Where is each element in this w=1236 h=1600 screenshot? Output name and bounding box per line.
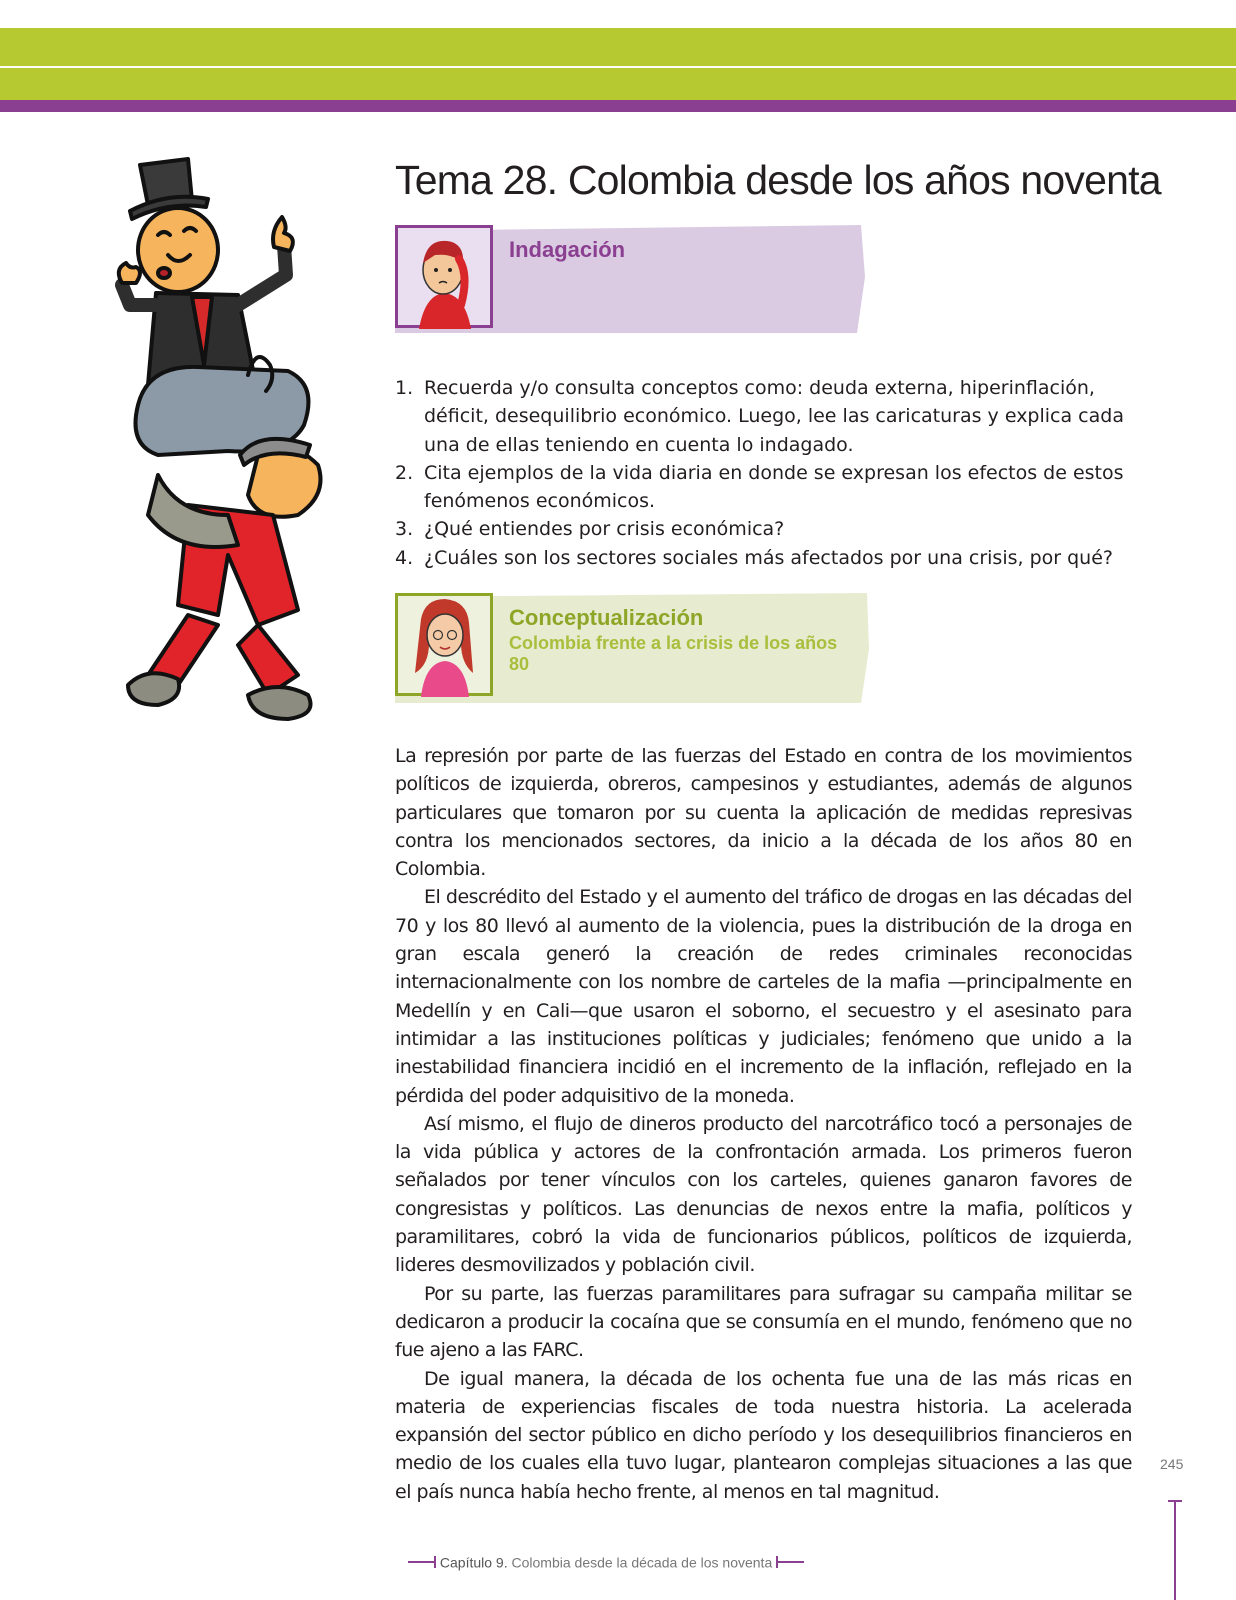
indagacion-heading: Indagación <box>509 237 626 262</box>
question-number: 4. <box>395 546 414 569</box>
question-text: ¿Cuáles son los sectores sociales más afectados por una crisis, por qué? <box>424 546 1114 569</box>
footer-chapter-label: Capítulo 9. <box>439 1554 508 1571</box>
header-accent-stripe <box>0 100 1236 112</box>
question-item <box>395 459 1135 516</box>
page-title: Tema 28. Colombia desde los años noventa <box>395 157 1161 203</box>
body-paragraph: El descrédito del Estado y el aumento del tráfico de drogas en las décadas del 70 y los 80 llevó al aumento de la violencia, pues la distribución de la droga en gran escala generó la creación de redes criminales reconocidas internacionalmente con los nombre de carteles de la mafia —principalmente en Medellín y en Cali—que usaron el soborno, el secuestro y el asesinato para intimidar a las instituciones políticas y judiciales; fenómeno que unido a la inestabilidad financiera incidió en el incremento de la inflación, reflejado en la pérdida del poder adquisitivo de la moneda. <box>395 886 1132 1107</box>
question-number: 1. <box>395 377 414 399</box>
question-text: ¿Qué entiendes por crisis económica? <box>424 518 785 541</box>
question-number: 3. <box>395 518 414 541</box>
question-text: Cita ejemplos de la vida diaria en donde se expresan los efectos de estos fenómenos económicos. <box>424 461 1124 513</box>
conceptualizacion-heading: Conceptualización <box>509 605 704 630</box>
footer <box>408 1553 804 1573</box>
header-band <box>0 28 1236 100</box>
question-item <box>395 374 1135 459</box>
body-paragraph: Así mismo, el flujo de dineros producto del narcotráfico tocó a personajes de la vida pública y actores de la confrontación armada. Los primeros fueron señalados por tener vínculos con los carteles, quienes ganaron favores de congresistas y políticos. Las denuncias de nexos entre la mafia, políticos y paramilitares, cobró la vida de funcionarios públicos, políticos de izquierda, lideres desmovilizados y población civil. <box>395 1112 1132 1277</box>
side-rule-cap <box>1168 1500 1182 1502</box>
footer-right-bar <box>776 1561 804 1563</box>
question-item <box>395 544 1135 572</box>
footer-left-bar <box>408 1561 436 1563</box>
question-item <box>395 515 1135 543</box>
question-number: 2. <box>395 461 414 484</box>
cartoon-illustration <box>108 155 338 735</box>
teacher-avatar-icon <box>395 593 493 698</box>
body-paragraph: La represión por parte de las fuerzas del Estado en contra de los movimientos políticos de izquierda, obreros, campesinos y estudiantes, además de algunos particulares que tomaron por su cuenta la aplicación de medidas represivas contra los mencionados sectores, da inicio a la década de los años 80 en Colombia. <box>395 745 1132 881</box>
footer-chapter-title: Colombia desde la década de los noventa <box>511 1554 773 1571</box>
body-paragraph: Por su parte, las fuerzas paramilitares para sufragar su campaña militar se dedicaron a producir la cocaína que se consumía en el mundo, fenómeno que no fue ajeno a las FARC. <box>395 1282 1132 1362</box>
question-list <box>395 374 1135 572</box>
thinking-student-icon <box>395 225 493 330</box>
article-body <box>395 742 1132 1506</box>
side-rule <box>1174 1500 1176 1600</box>
conceptualizacion-subheading: Colombia frente a la crisis de los años 80 <box>509 633 838 674</box>
page-number: 245 <box>1160 1456 1184 1472</box>
conceptualizacion-banner <box>395 593 875 708</box>
indagacion-banner <box>395 225 875 340</box>
body-paragraph: De igual manera, la década de los ochenta fue una de las más ricas en materia de experiencias fiscales de toda nuestra historia. La acelerada expansión del sector público en dicho período y los desequilibrios financieros en medio de los cuales ella tuvo lugar, plantearon complejas situaciones a las que el país nunca había hecho frente, al menos en tal magnitud. <box>395 1367 1132 1503</box>
header-divider <box>0 66 1236 68</box>
question-text: Recuerda y/o consulta conceptos como: deuda externa, hiperinflación, déficit, desequilibrio económico. Luego, lee las caricaturas y explica cada una de ellas teniendo en cuenta lo indagado. <box>424 377 1124 456</box>
